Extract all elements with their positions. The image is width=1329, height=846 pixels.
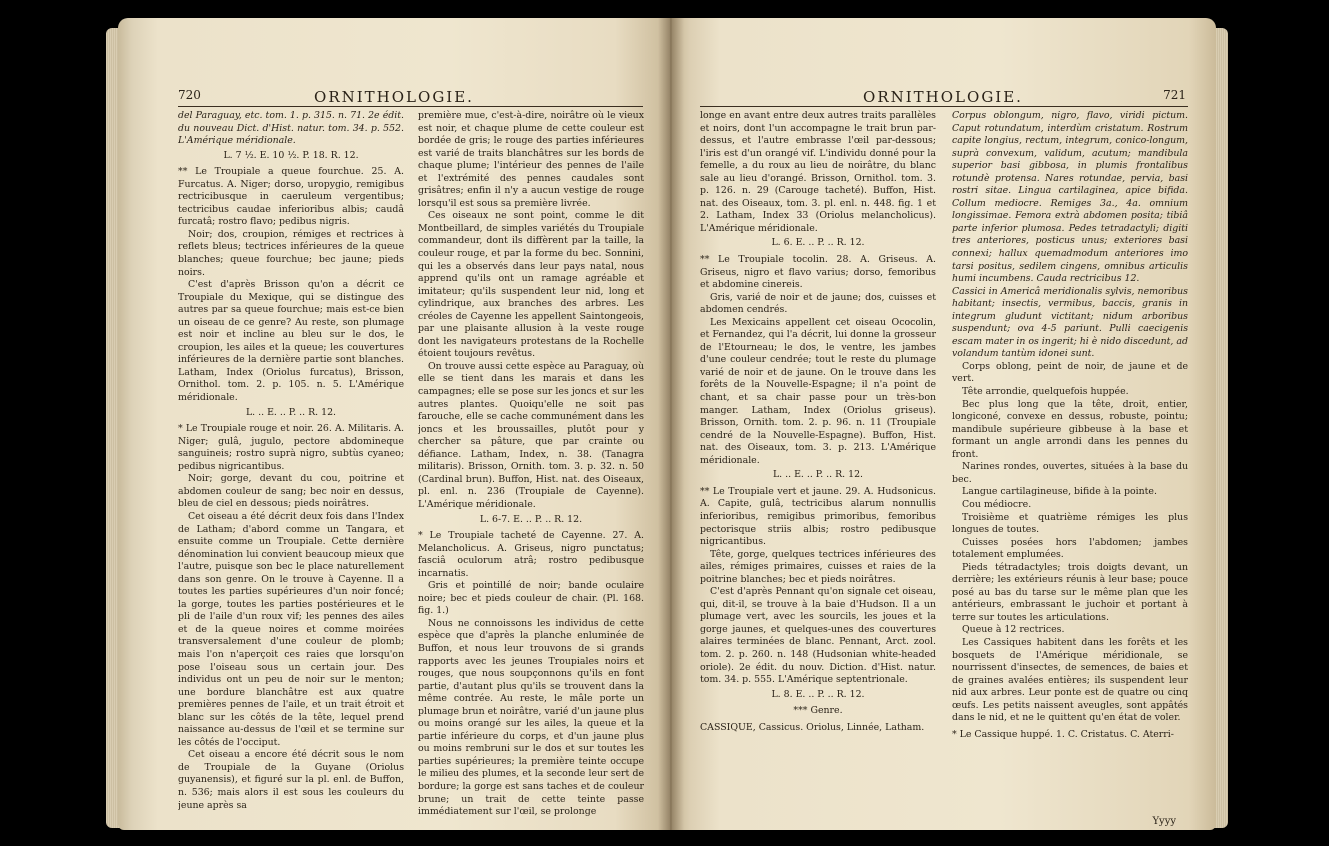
paragraph: Cou médiocre.: [962, 498, 1032, 510]
paragraph: Pieds tétradactyles; trois doigts devant, un derrière; les extérieurs réunis à leur base; pouce posé au bas du tarse sur le même plan que les antérieurs, embrassant le juchoir et portant à terre sur toutes les articulations.: [952, 561, 1188, 623]
paragraph: CASSIQUE, Cassicus. Oriolus, Linnée, Latham.: [700, 721, 925, 733]
right-column-1: [700, 110, 936, 822]
paragraph: ** Le Troupiale tocolin. 28. A. Griseus. A. Griseus, nigro et flavo varius; dorso, femoribus et abdomine cinereis.: [700, 254, 936, 291]
paragraph: Tête arrondie, quelquefois huppée.: [962, 386, 1129, 398]
paragraph: Narines rondes, ouvertes, situées à la base du bec.: [952, 461, 1188, 485]
paragraph: * Le Troupiale tacheté de Cayenne. 27. A. Melancholicus. A. Griseus, nigro punctatus; fasciâ oculorum atrâ; rostro pedibusque incarnatis.: [418, 530, 644, 579]
paragraph: *** Genre.: [793, 705, 843, 717]
left-head-rule: [178, 106, 643, 107]
paragraph: C'est d'après Brisson qu'on a décrit ce Troupiale du Mexique, qui se distingue des autres par sa queue fourchue; mais est-ce bien un oiseau de ce genre? Au reste, son plumage est noir et incline au bleu sur le dos, le croupion, les ailes et la queue; les couvertures inférieures de la dernière partie sont blanches. Latham, Index (Oriolus furcatus), Brisson, Ornithol. tom. 2. p. 105. n. 5. L'Amérique méridionale.: [178, 279, 404, 404]
paragraph: L. .. E. .. P. .. R. 12.: [245, 406, 337, 418]
signature-mark: Yyyy: [1152, 816, 1176, 827]
right-page-edges: [1214, 28, 1228, 828]
paragraph: ** Le Troupiale a queue fourchue. 25. A. Furcatus. A. Niger; dorso, uropygio, remigibus rectricibusque in caeruleum vergentibus; tectricibus caudae inferioribus albis; caudâ furcatâ; rostro flavo; pedibus nigris.: [178, 166, 404, 228]
left-page: [118, 18, 670, 830]
left-column-2: [418, 110, 644, 822]
right-head-rule: [700, 106, 1188, 107]
paragraph: Troisième et quatrième rémiges les plus longues de toutes.: [952, 511, 1188, 536]
paragraph: * Le Cassique huppé. 1. C. Cristatus. C. Aterri-: [952, 728, 1174, 740]
paragraph: longe en avant entre deux autres traits parallèles et noirs, dont l'un accompagne le trait brun par-dessus, et l'autre embrasse l'œil par-dessous; l'iris est d'un orangé vif. L'individu donné pour la femelle, a du roux au lieu de noirâtre, du blanc sale au lieu d'orangé. Brisson, Ornithol. tom. 3. p. 126. n. 29 (Carouge tacheté). Buffon, Hist. nat. des Oiseaux, tom. 3. pl. enl. n. 448. fig. 1 et 2. Latham, Index 33 (Oriolus melancholicus). L'Amérique méridionale.: [700, 110, 936, 234]
paragraph: * Le Troupiale rouge et noir. 26. A. Militaris. A. Niger; gulâ, jugulo, pectore abdomineque sanguineis; rostro suprà nigro, subtùs cyaneo; pedibus nigricantibus.: [178, 423, 404, 472]
paragraph: Nous ne connoissons les individus de cette espèce que d'après la planche enluminée de Buffon, et nous leur trouvons de si grands rapports avec les jeunes Troupiales noirs et rouges, que nous soupçonnons qu'ils en font partie, d'autant plus qu'ils se trouvent dans la même contrée. Au reste, le mâle porte un plumage brun et noirâtre, varié d'un jaune plus ou moins orangé sur les ailes, la queue et la partie inférieure du corps, et d'un jaune plus ou moins rembruni sur le dos et sur toutes les parties supérieures; la première teinte occupe le milieu des plumes, et la seconde leur sert de bordure; la gorge est sans taches et de couleur brune; un trait de cette teinte passe immédiatement sur l'œil, se prolonge: [418, 617, 644, 818]
paragraph: Tête, gorge, quelques tectrices inférieures des ailes, rémiges primaires, cuisses et raies de la poitrine blanches; bec et pieds noirâtres.: [700, 548, 936, 585]
right-page-number: 721: [1163, 88, 1186, 102]
paragraph: Cet oiseau a encore été décrit sous le nom de Troupiale de la Guyane (Oriolus guyanensis), et figuré sur la pl. enl. de Buffon, n. 536; mais alors il est sous les couleurs du jeune après sa: [178, 749, 404, 811]
left-running-head: ORNITHOLOGIE.: [314, 88, 474, 106]
paragraph: Ces oiseaux ne sont point, comme le dit Montbeillard, de simples variétés du Troupiale commandeur, dont ils diffèrent par la taille, la couleur rouge, et par la forme du bec. Sonnini, qui les a observés dans leur pays natal, nous apprend qu'ils ont un ramage agréable et imitateur; qu'ils suspendent leur nid, long et cylindrique, aux branches des arbres. Les créoles de Cayenne les appellent Saintongeois, par une plaisante allusion à la veste rouge dont les navigateurs protestans de la Rochelle étoient toujours revêtus.: [418, 210, 644, 360]
paragraph: Les Cassiques habitent dans les forêts et les bosquets de l'Amérique méridionale, se nourrissent d'insectes, de semences, de baies et de graines avalées entières; ils suspendent leur nid aux arbres. Leur ponte est de quatre ou cinq œufs. Les petits naissent aveugles, sont appâtés dans le nid, et ne le quittent qu'en état de voler.: [952, 636, 1188, 724]
paragraph: Cuisses posées hors l'abdomen; jambes totalement emplumées.: [952, 536, 1188, 561]
paragraph: Bec plus long que la tête, droit, entier, longiconé, convexe en dessus, robuste, pointu; mandibule supérieure gibbeuse à la base et formant un angle arrondi dans les pennes du front.: [952, 398, 1188, 460]
right-running-head: ORNITHOLOGIE.: [863, 88, 1023, 106]
paragraph: Les Mexicains appellent cet oiseau Ococolin, et Fernandez, qui l'a décrit, lui donne la grosseur de l'Etourneau; le dos, le ventre, les jambes d'une couleur cendrée; tout le reste du plumage varié de noir et de jaune. On le trouve dans les forêts de la Nouvelle-Espagne; il n'a point de chant, et sa chair passe pour un très-bon manger. Latham, Index (Oriolus griseus). Brisson, Ornith. tom. 2. p. 96. n. 11 (Troupiale cendré de la Nouvelle-Espagne). Buffon, Hist. nat. des Oiseaux, tom. 3. p. 213. L'Amérique méridionale.: [700, 316, 936, 466]
paragraph: Queue à 12 rectrices.: [962, 624, 1065, 636]
right-column-2: [952, 110, 1188, 810]
paragraph: del Paraguay, etc. tom. 1. p. 315. n. 71. 2e édit. du nouveau Dict. d'Hist. natur. tom. 34. p. 552. L'Amérique méridionale.: [178, 110, 404, 147]
paragraph: C'est d'après Pennant qu'on signale cet oiseau, qui, dit-il, se trouve à la baie d'Hudson. Il a un plumage vert, avec les sourcils, les joues et la gorge jaunes, et quelques-unes des couvertures alaires terminées de blanc. Pennant, Arct. zool. tom. 2. p. 260. n. 148 (Hudsonian white-headed oriole). 2e édit. du nouv. Diction. d'Hist. natur. tom. 34. p. 555. L'Amérique septentrionale.: [700, 586, 936, 686]
paragraph: Noir; dos, croupion, rémiges et rectrices à reflets bleus; tectrices inférieures de la queue blanches; queue fourchue; bec jaune; pieds noirs.: [178, 228, 404, 278]
left-page-number: 720: [178, 88, 201, 102]
paragraph: ** Le Troupiale vert et jaune. 29. A. Hudsonicus. A. Capite, gulâ, tectricibus alarum nonnullis inferioribus, remigibus primoribus, femoribus pectorisque striis albis; rostro pedibusque nigricantibus.: [700, 485, 936, 548]
right-page: [670, 18, 1216, 830]
paragraph: Noir; gorge, devant du cou, poitrine et abdomen couleur de sang; bec noir en dessus, bleu de ciel en dessous; pieds noirâtres.: [178, 473, 404, 510]
paragraph: L. 8. E. .. P. .. R. 12.: [771, 688, 865, 700]
book-gutter: [658, 18, 684, 830]
open-book: [118, 18, 1216, 836]
paragraph: Corps oblong, peint de noir, de jaune et de vert.: [952, 360, 1188, 385]
paragraph: On trouve aussi cette espèce au Paraguay, où elle se tient dans les marais et dans les campagnes; elle se pose sur les joncs et sur les autres plantes. Quoiqu'elle ne soit pas farouche, elle se cache communément dans les joncs et les broussailles, plutôt pour y chercher sa pâture, que par crainte ou défiance. Latham, Index, n. 38. (Tanagra militaris). Brisson, Ornith. tom. 3. p. 32. n. 50 (Cardinal brun). Buffon, Hist. nat. des Oiseaux, pl. enl. n. 236 (Troupiale de Cayenne). L'Amérique méridionale.: [418, 360, 644, 510]
paragraph: Cassici in Americâ meridionalis sylvis, nemoribus habitant; insectis, vermibus, baccis, granis in integrum gludunt victitant; nidum arboribus suspendunt; ova 4-5 pariunt. Pulli caecigenis escam mater in os ingerit; hi è nido discedunt, ad volandum tantùm idonei sunt.: [952, 285, 1188, 360]
left-column-1: [178, 110, 404, 822]
paragraph: L. 7 ½. E. 10 ½. P. 18. R. 12.: [223, 149, 359, 161]
paragraph: L. 6-7. E. .. P. .. R. 12.: [479, 513, 583, 525]
paragraph: L. 6. E. .. P. .. R. 12.: [771, 237, 865, 249]
paragraph: Corpus oblongum, nigro, flavo, viridi pictum. Caput rotundatum, interdùm cristatum. Rostrum capite longius, rectum, integrum, conico-longum, suprà convexum, validum, acutum; mandibula superior basi gibbosa, in plumis frontalibus rotundè protensa. Nares rotundae, pervia, basi rostri sitae. Lingua cartilaginea, apice bifida. Collum mediocre. Remiges 3a., 4a. omnium longissimae. Femora extrà abdomen posita; tibiâ parte inferior plumosa. Pedes tetradactyli; digiti tres anteriores, posticus unus; exteriores basi connexi; hallux quemadmodum anteriores imo tarsi positus, sedilem cingens, omnibus articulis humi incumbens. Cauda rectricibus 12.: [952, 110, 1188, 285]
paragraph: Gris et pointillé de noir; bande oculaire noire; bec et pieds couleur de chair. (Pl. 168. fig. 1.): [418, 580, 644, 617]
paragraph: Langue cartilagineuse, bifide à la pointe.: [962, 486, 1157, 498]
paragraph: L. .. E. .. P. .. R. 12.: [772, 469, 864, 481]
paragraph: Gris, varié de noir et de jaune; dos, cuisses et abdomen cendrés.: [700, 291, 936, 316]
paragraph: première mue, c'est-à-dire, noirâtre où le vieux est noir, et chaque plume de cette couleur est bordée de gris; le rouge des parties inférieures est varié de traits blanchâtres sur les bords de chaque plume; l'intérieur des pennes de l'aile et l'extrémité des pennes caudales sont grisâtres; enfin il n'y a aucun vestige de rouge lorsqu'il est sous sa première livrée.: [418, 110, 644, 209]
paragraph: Cet oiseau a été décrit deux fois dans l'Index de Latham; d'abord comme un Tangara, et ensuite comme un Troupiale. Cette dernière dénomination lui convient beaucoup mieux que l'autre, puisque son bec le place naturellement dans son genre. On le trouve à Cayenne. Il a toutes les parties supérieures d'un noir foncé; la gorge, toutes les parties postérieures et le pli de l'aile d'un roux vif; les pennes des ailes et de la queue noires et comme moirées transversalement d'une couleur de plomb; mais l'on n'aperçoit ces raies que lorsqu'on pose l'oiseau sous un certain jour. Des individus ont un peu de noir sur le menton; une bordure blanchâtre est aux quatre premières pennes de l'aile, et un trait étroit et blanc sur les côtés de la tête, lequel prend naissance au-dessus de l'œil et se termine sur les côtés de l'occiput.: [178, 510, 404, 748]
